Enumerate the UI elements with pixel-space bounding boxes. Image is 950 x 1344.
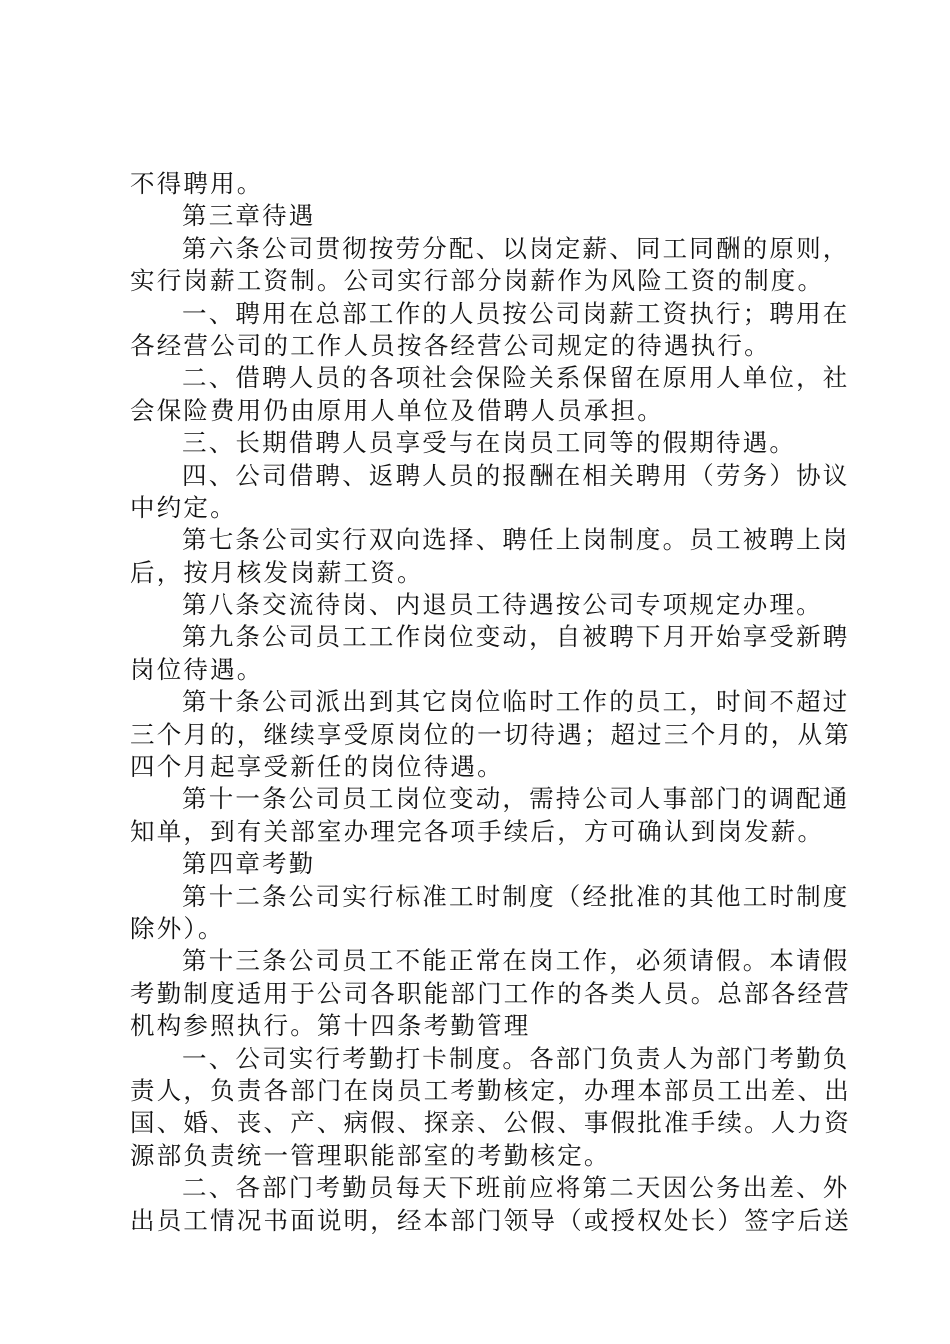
text-line: 不得聘用。	[130, 169, 264, 198]
text-line: 一、聘用在总部工作的人员按公司岗薪工资执行；聘用在	[182, 298, 850, 328]
text-line: 三个月的，继续享受原岗位的一切待遇；超过三个月的，从第	[130, 719, 851, 749]
text-line: 机构参照执行。第十四条考勤管理	[130, 1011, 531, 1041]
text-line: 第十二条公司实行标准工时制度（经批准的其他工时制度	[182, 881, 850, 911]
text-line: 二、借聘人员的各项社会保险关系保留在原用人单位，社	[182, 363, 850, 393]
text-line: 考勤制度适用于公司各职能部门工作的各类人员。总部各经营	[130, 978, 851, 1008]
text-line: 除外）。	[130, 913, 225, 943]
text-line: 第六条公司贯彻按劳分配、以岗定薪、同工同酬的原则，	[182, 233, 850, 263]
text-line: 各经营公司的工作人员按各经营公司规定的待遇执行。	[130, 330, 771, 360]
text-line: 第三章待遇	[182, 201, 316, 231]
text-line: 实行岗薪工资制。公司实行部分岗薪作为风险工资的制度。	[130, 266, 825, 296]
text-line: 三、长期借聘人员享受与在岗员工同等的假期待遇。	[182, 428, 797, 458]
text-line: 岗位待遇。	[130, 654, 264, 684]
text-line: 知单，到有关部室办理完各项手续后，方可确认到岗发薪。	[130, 816, 825, 846]
text-line: 责人，负责各部门在岗员工考勤核定，办理本部员工出差、出	[130, 1075, 851, 1105]
text-line: 第七条公司实行双向选择、聘任上岗制度。员工被聘上岗	[182, 525, 850, 555]
text-line: 中约定。	[130, 492, 237, 522]
text-line: 源部负责统一管理职能部室的考勤核定。	[130, 1140, 611, 1170]
text-line: 二、各部门考勤员每天下班前应将第二天因公务出差、外	[182, 1173, 850, 1203]
text-line: 第十三条公司员工不能正常在岗工作，必须请假。本请假	[182, 946, 850, 976]
text-line: 一、公司实行考勤打卡制度。各部门负责人为部门考勤负	[182, 1043, 850, 1073]
text-line: 四个月起享受新任的岗位待遇。	[130, 752, 504, 782]
text-line: 国、婚、丧、产、病假、探亲、公假、事假批准手续。人力资	[130, 1108, 851, 1138]
text-line: 第九条公司员工工作岗位变动，自被聘下月开始享受新聘	[182, 622, 850, 652]
text-line: 四、公司借聘、返聘人员的报酬在相关聘用（劳务）协议	[182, 460, 850, 490]
text-line: 后，按月核发岗薪工资。	[130, 557, 424, 587]
text-line: 第十条公司派出到其它岗位临时工作的员工，时间不超过	[182, 687, 850, 717]
text-line: 第八条交流待岗、内退员工待遇按公司专项规定办理。	[182, 590, 823, 620]
text-line: 会保险费用仍由原用人单位及借聘人员承担。	[130, 395, 664, 425]
text-line: 第四章考勤	[182, 849, 316, 879]
text-line: 出员工情况书面说明，经本部门领导（或授权处长）签字后送	[130, 1205, 851, 1235]
document-body	[130, 168, 851, 1237]
text-line: 第十一条公司员工岗位变动，需持公司人事部门的调配通	[182, 784, 850, 814]
